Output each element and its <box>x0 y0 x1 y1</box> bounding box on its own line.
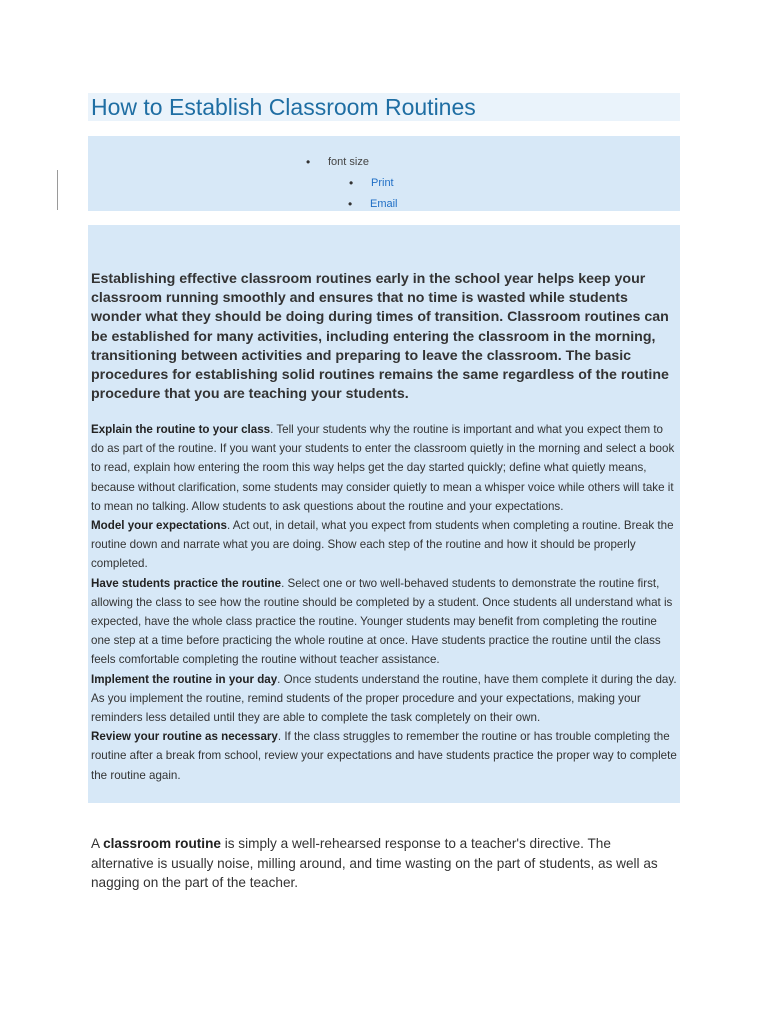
definition-text: is simply a well-rehearsed response to a teacher's directive. The alternative is usually noise, milling around, and time wasting on the part of students, as well as nagging on the part of the teacher. <box>91 836 658 890</box>
step-item <box>91 516 678 574</box>
bullet-icon: • <box>349 176 354 190</box>
left-divider <box>57 170 58 210</box>
steps-list <box>91 420 678 785</box>
bullet-icon: • <box>348 197 353 211</box>
article-body-panel <box>88 225 680 803</box>
definition-prefix: A <box>91 836 104 851</box>
definition-term: classroom routine <box>103 836 221 851</box>
print-link[interactable] <box>349 176 394 190</box>
step-item <box>91 574 678 670</box>
font-size-item[interactable] <box>306 155 369 169</box>
page-title: How to Establish Classroom Routines <box>88 93 680 121</box>
step-text: . If the class struggles to remember the routine or has trouble completing the routine after a break from school, review your expectations and have students practice the proper way to complete the routine again. <box>91 730 677 782</box>
step-text: . Tell your students why the routine is important and what you expect them to do as part of the routine. If you want your students to enter the classroom quietly in the morning and select a book to read, explain how entering the room this way helps get the day started quickly; define what quietly means, because without clarification, some students may consider quietly to mean a whisper voice while others will take it to mean no talking. Allow students to ask questions about the routine and your expectations. <box>91 423 675 513</box>
step-heading: Have students practice the routine <box>91 576 282 590</box>
article-tools-panel <box>88 136 680 211</box>
intro-paragraph: Establishing effective classroom routines early in the school year helps keep your classroom running smoothly and ensures that no time is wasted while students wonder what they should be doing during times of transition. Classroom routines can be established for many activities, including entering the classroom in the morning, transitioning between activities and preparing to leave the classroom. The basic procedures for establishing solid routines remains the same regardless of the routine procedure that you are teaching your students. <box>91 271 669 403</box>
step-text: . Act out, in detail, what you expect from students when completing a routine. Break the routine down and narrate what you are doing. Show each step of the routine and how it should be properly completed. <box>91 519 674 571</box>
print-label[interactable]: Print <box>371 177 394 189</box>
definition-paragraph <box>91 834 676 893</box>
step-heading: Model your expectations <box>91 519 227 533</box>
step-item <box>91 670 678 728</box>
bullet-icon: • <box>306 155 311 169</box>
step-heading: Explain the routine to your class <box>91 423 271 436</box>
step-heading: Implement the routine in your day <box>91 672 278 686</box>
article-tools-list <box>88 136 680 211</box>
step-text: . Select one or two well-behaved students to demonstrate the routine first, allowing the class to see how the routine should be completed by a student. Once students all understand what is expected, have the whole class practice the routine. Younger students may benefit from completing the routine one step at a time before practicing the whole routine at once. Have students practice the routine until the class feels comfortable completing the routine without teacher assistance. <box>91 576 673 667</box>
email-label[interactable]: Email <box>370 198 398 210</box>
step-item <box>91 420 678 516</box>
font-size-label: font size <box>328 156 369 168</box>
email-link[interactable] <box>348 197 398 211</box>
step-heading: Review your routine as necessary <box>91 730 278 744</box>
step-text: . Once students understand the routine, have them complete it during the day. As you implement the routine, remind students of the proper procedure and your expectations, making your reminders less detailed until they are able to complete the task completely on their own. <box>91 672 677 725</box>
step-item <box>91 727 678 785</box>
